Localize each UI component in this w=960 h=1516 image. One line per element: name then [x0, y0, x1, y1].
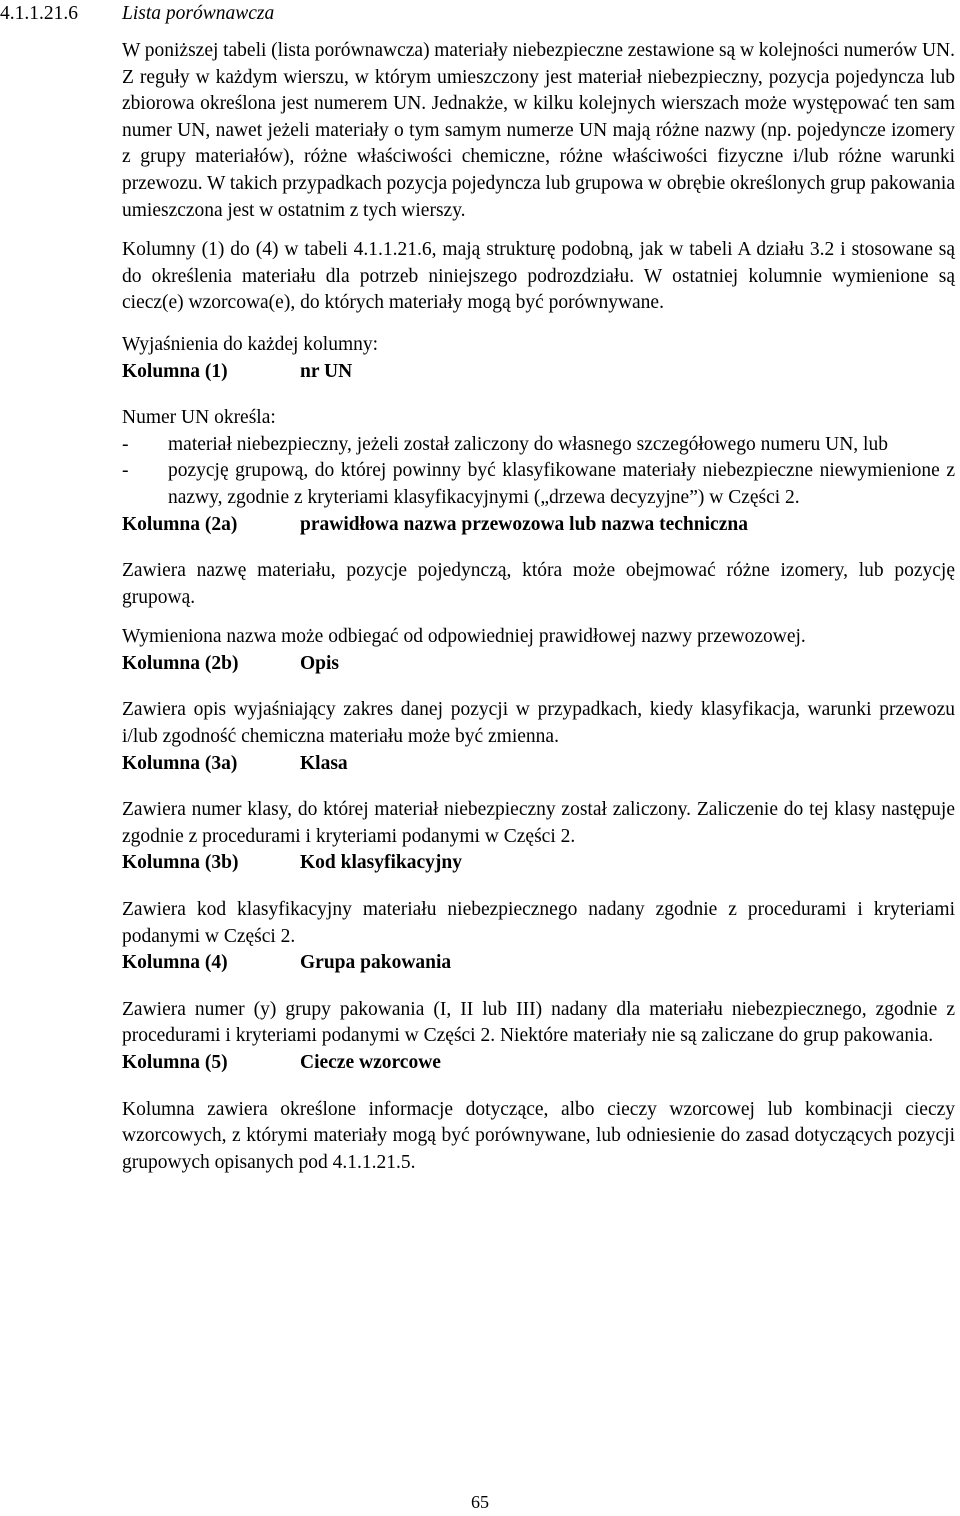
section-title: Lista porównawcza [122, 3, 275, 24]
column-2b-name: Opis [300, 652, 340, 674]
column-1-intro: Numer UN określa: [122, 407, 276, 429]
column-4-description: Zawiera numer (y) grupy pakowania (I, II lub III) nadany dla materiału niebezpiecznego, zgodnie z procedurami i kryteriami podanymi w Części 2. Niektóre materiały nie są zaliczane do grup pakowania. [122, 998, 955, 1047]
section-heading [0, 1, 274, 28]
page-number: 65 [471, 1492, 489, 1512]
column-5-name: Ciecze wzorcowe [300, 1052, 441, 1073]
column-3b-heading [122, 850, 955, 877]
column-4-name: Grupa pakowania [300, 952, 452, 974]
column-5-heading [122, 1050, 955, 1077]
column-2a-label: Kolumna (2a) [122, 513, 238, 535]
list-item [122, 458, 955, 511]
document-body [122, 38, 955, 1176]
list-dash: - [122, 460, 129, 482]
column-3b-description: Zawiera kod klasyfikacyjny materiału niebezpiecznego nadany zgodnie z procedurami i kryteriami podanymi w Części 2. [122, 899, 955, 947]
column-1-name: nr UN [300, 360, 353, 382]
column-2a-note: Wymieniona nazwa może odbiegać od odpowiedniej prawidłowej nazwy przewozowej. [122, 626, 806, 648]
explanations-lead: Wyjaśnienia do każdej kolumny: [122, 333, 379, 355]
section-number: 4.1.1.21.6 [0, 3, 78, 24]
list-item-text: pozycję grupową, do której powinny być klasyfikowane materiały niebezpieczne niewymienione z nazwy, zgodnie z kryteriami klasyfikacyjnymi („drzewa decyzyjne”) w Części 2. [168, 460, 955, 508]
column-3b-name: Kod klasyfikacyjny [300, 852, 462, 874]
list-item-text: materiał niebezpieczny, jeżeli został zaliczony do własnego szczegółowego numeru UN, lub [168, 433, 888, 455]
column-3a-label: Kolumna (3a) [122, 752, 238, 774]
column-2b-heading [122, 651, 955, 678]
columns-structure-paragraph: Kolumny (1) do (4) w tabeli 4.1.1.21.6, mają strukturę podobną, jak w tabeli A działu 3.2 i stosowane są do określenia materiału dla potrzeb niniejszego podrozdziału. W ostatniej kolumnie wymienione są ciecz(e) wzorcowa(e), do których materiały mogą być porównywane. [122, 239, 955, 314]
column-3a-name: Klasa [300, 752, 348, 774]
column-3b-label: Kolumna (3b) [122, 852, 239, 874]
column-4-heading [122, 950, 955, 977]
list-dash: - [122, 433, 129, 455]
column-2b-label: Kolumna (2b) [122, 652, 239, 674]
list-item [122, 432, 955, 459]
column-2b-description: Zawiera opis wyjaśniający zakres danej pozycji w przypadkach, kiedy klasyfikacja, warunki przewozu i/lub zgodność chemiczna materiału może być zmienna. [122, 699, 955, 748]
column-4-label: Kolumna (4) [122, 952, 228, 974]
column-3a-heading [122, 751, 955, 778]
column-5-description: Kolumna zawiera określone informacje dotyczące, albo cieczy wzorcowej lub kombinacji cieczy wzorcowych, z którymi materiały mogą być porównywane, lub odniesienie do zasad dotyczących pozycji grupowych opisanych pod 4.1.1.21.5. [122, 1098, 955, 1173]
column-2a-heading [122, 512, 955, 539]
column-2a-name: prawidłowa nazwa przewozowa lub nazwa techniczna [300, 513, 748, 535]
column-1-label: Kolumna (1) [122, 360, 228, 382]
column-5-label: Kolumna (5) [122, 1052, 228, 1073]
column-3a-description: Zawiera numer klasy, do której materiał niebezpieczny został zaliczony. Zaliczenie do tej klasy następuje zgodnie z procedurami i kryteriami podanymi w Części 2. [122, 799, 955, 847]
column-1-heading [122, 359, 955, 386]
intro-paragraph: W poniższej tabeli (lista porównawcza) materiały niebezpieczne zestawione są w kolejności numerów UN. Z reguły w każdym wierszu, w którym umieszczony jest materiał niebezpieczny, pozycja pojedyncza lub zbiorowa określona jest numerem UN. Jednakże, w kilku kolejnych wierszach może występować ten sam numer UN, nawet jeżeli materiały o tym samym numerze UN mają różne nazwy (np. pojedyncze izomery z grupy materiałów), różne właściwości chemiczne, różne właściwości fizyczne i/lub różne warunki przewozu. W takich przypadkach pozycja pojedyncza lub grupowa w obrębie określonych grup pakowania umieszczona jest w ostatnim z tych wierszy. [122, 40, 955, 221]
column-2a-description: Zawiera nazwę materiału, pozycje pojedynczą, która może obejmować różne izomery, lub pozycję grupową. [122, 560, 955, 608]
